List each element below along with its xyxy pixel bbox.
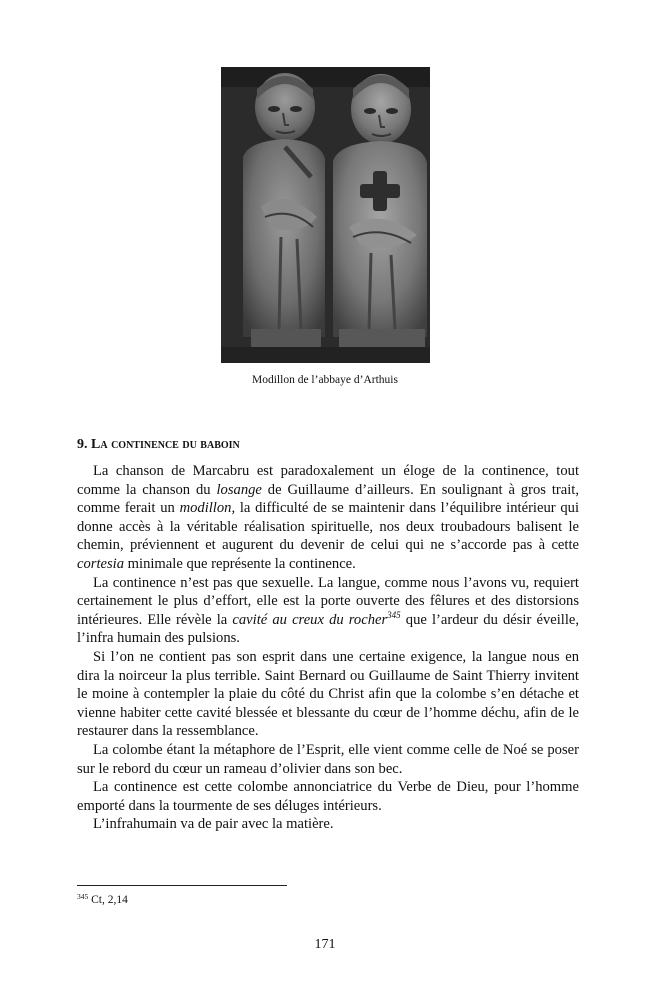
paragraph-5: La continence est cette colombe annonciatrice du Verbe de Dieu, pour l’homme emporté dans la tourmente de ses déluges intérieurs. [77, 779, 579, 814]
italic-run: losange [216, 481, 262, 498]
section-title-rest: a continence du baboin [100, 437, 240, 452]
paragraph-2 [77, 574, 579, 648]
text-run: La continence n’est pas que sexuelle. La langue, comme nous l’avons vu, requiert certainement le plus d’effort, elle est la porte ouverte des fêlures et des distorsions intérieures. Elle révèle la [77, 574, 579, 628]
figure-caption: Modillon de l’abbaye d’Arthuis [252, 374, 398, 386]
footnote [77, 893, 128, 907]
corbel-figures-illustration [221, 67, 430, 363]
footnote-divider [77, 885, 287, 886]
text-run: La chanson de Marcabru est paradoxalement un éloge de la continence, tout comme la chanson du [77, 463, 579, 498]
paragraph-1 [77, 462, 579, 574]
corbel-photo [221, 67, 430, 363]
text-run: que l’ardeur du désir éveille, l’infra humain des pulsions. [77, 611, 580, 647]
italic-run: modillon, [179, 500, 236, 517]
paragraph-4: La colombe étant la métaphore de l’Esprit, elle vient comme celle de Noé se poser sur le rebord du cœur un rameau d’olivier dans son bec. [77, 741, 579, 777]
section-title-initial: L [91, 437, 101, 452]
footnote-number: 345 [77, 892, 89, 901]
paragraph-3: Si l’on ne contient pas son esprit dans une certaine exigence, la langue nous en dira la noirceur la plus terrible. Saint Bernard ou Guillaume de Saint Thierry invitent le moine à contempler la plaie du côté du Christ afin que la colombe s’en détache et vienne habiter cette cavité blessée et blessante du cœur de l’homme déchu, afin de le restaurer dans la ressemblance. [77, 648, 579, 740]
italic-run: cavité au creux du rocher [232, 611, 388, 628]
italic-run: cortesia [77, 555, 125, 572]
section-number: 9. [77, 437, 91, 452]
footnote-reference[interactable]: 345 [387, 609, 401, 620]
section-heading [77, 436, 240, 454]
text-run: minimale que représente la continence. [124, 555, 356, 572]
footnote-text: Ct, 2,14 [88, 894, 128, 906]
paragraph-6: L’infrahumain va de pair avec la matière. [93, 816, 334, 833]
page-number: 171 [314, 937, 336, 952]
text-run: de Guillaume d’ailleurs. En soulignant à gros trait, comme ferait un [77, 481, 579, 517]
body-text [77, 462, 579, 834]
text-run: la difficulté de se maintenir dans l’équilibre intérieur qui donne accès à la véritable réalisation spirituelle, nos deux troubadours balisent le chemin, préviennent et augurent du devenir de celui qui ne s’accorde pas à cette [77, 500, 580, 554]
